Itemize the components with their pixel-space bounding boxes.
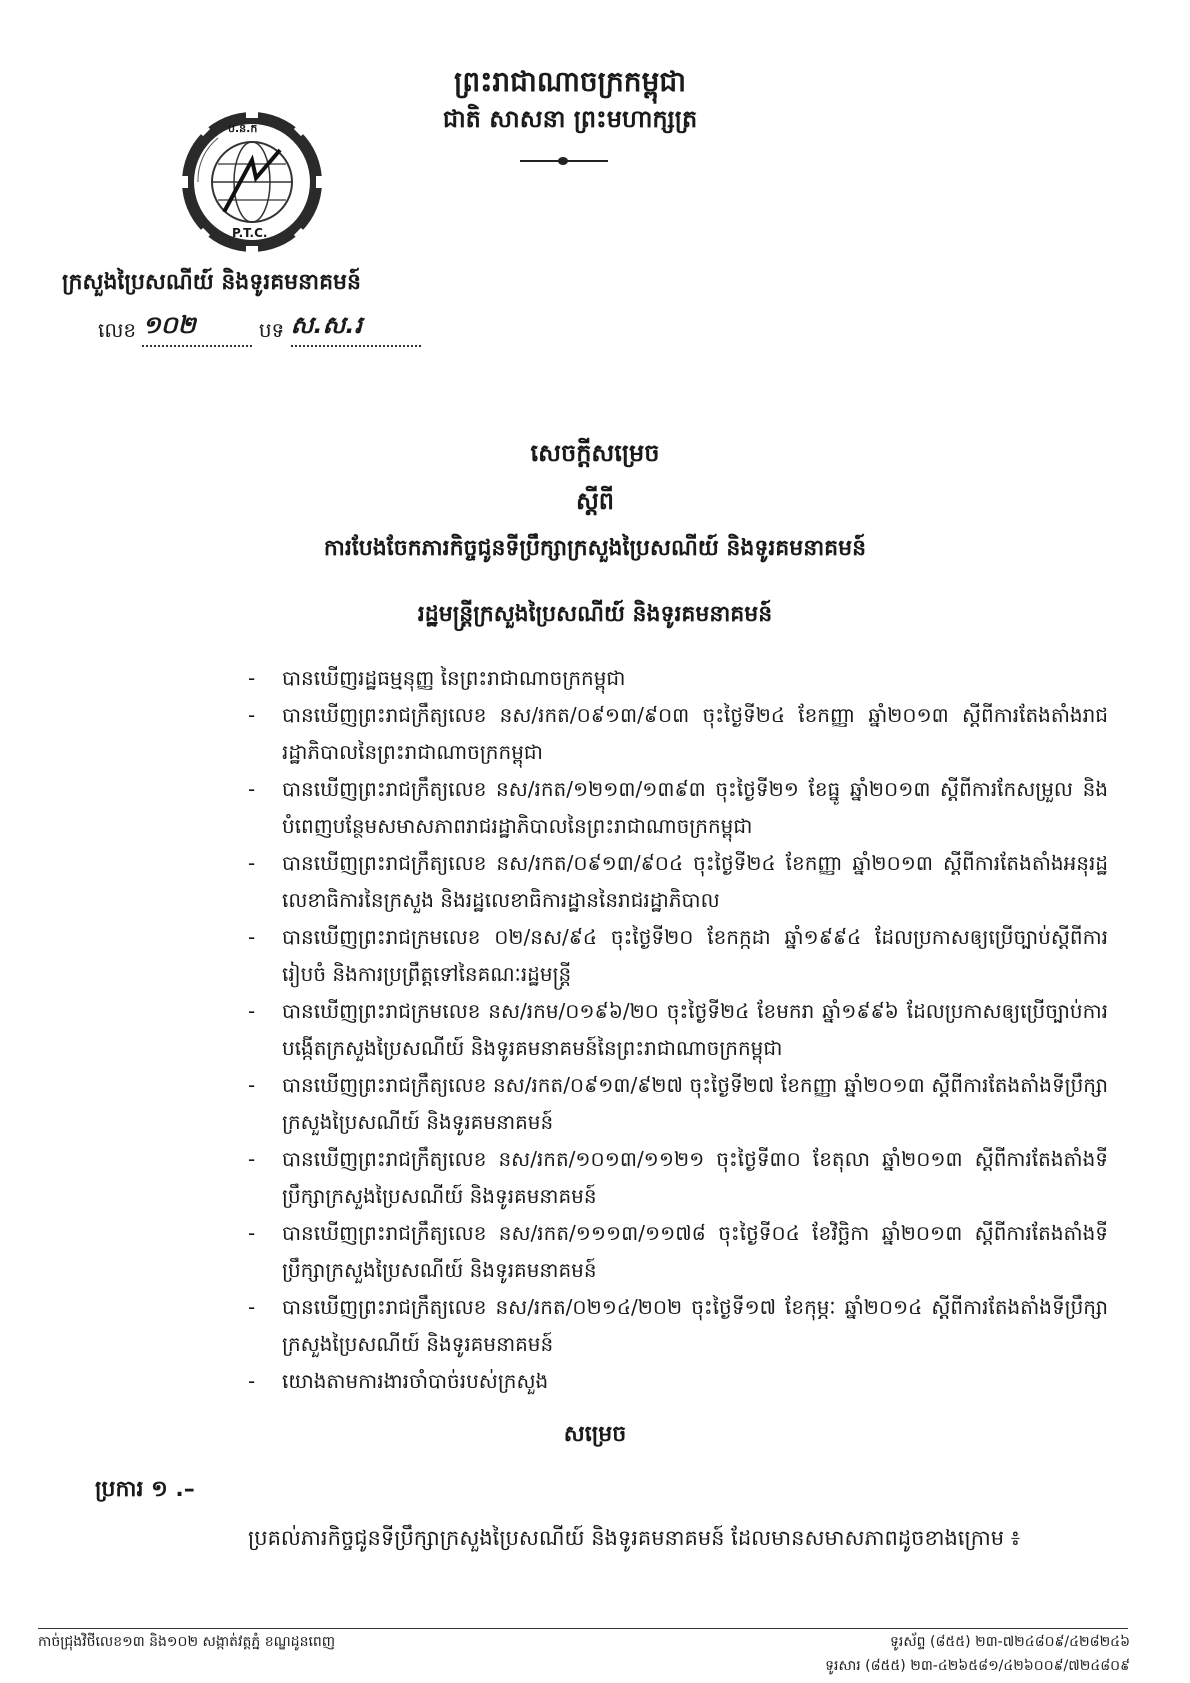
kingdom-header [360,62,780,136]
list-item: - បានឃើញព្រះរាជក្រឹត្យលេខ នស/រកត/០៩១៣/៩០៤ ចុះថ្ងៃទី២៤ ខែកញ្ញា ឆ្នាំ២០១៣ ស្តីពីការតែងតាំងអនុរដ្ឋលេខាធិការនៃក្រសួង និងរដ្ឋលេខាធិការដ្ឋាននៃរាជរដ្ឋាភិបាល [248,851,1108,912]
footer-fax: ទូរសារ (៨៥៥) ២៣-៤២៦៥៨១/៤២៦០០៩/៧២៤៨០៩ [825,1658,1130,1674]
document-number: ១០២ [142,311,196,339]
footer-address: កាច់ជ្រុងវិថីលេខ១៣ និង១០២ សង្កាត់វត្តភ្នំ ខណ្ឌដូនពេញ [38,1634,336,1650]
article-text: ប្រគល់ភារកិច្ចជូនទីប្រឹក្សាក្រសួងប្រៃសណីយ៍ និងទូរគមនាគមន៍ ដែលមានសមាសភាពដូចខាងក្រោម ៖ [248,1526,1020,1550]
decision-heading: សម្រេច [563,1422,627,1447]
footer-telephone: ទូរស័ព្ទ (៨៥៥) ២៣-៧២៤៨០៩/៤២៨២៤៦ [889,1634,1130,1650]
list-item: - បានឃើញរដ្ឋធម្មនុញ្ញ នៃព្រះរាជាណាចក្រកម្ពុជា [248,666,626,690]
list-item: - បានឃើញព្រះរាជក្រឹត្យលេខ នស/រកត/១០១៣/១១២១ ចុះថ្ងៃទី៣០ ខែតុលា ឆ្នាំ២០១៣ ស្តីពីការតែងតាំងទីប្រឹក្សាក្រសួងប្រៃសណីយ៍ និងទូរគមនាគមន៍ [248,1147,1108,1208]
list-item: - បានឃើញព្រះរាជក្រឹត្យលេខ នស/រកត/១១១៣/១១៧៨ ចុះថ្ងៃទី០៤ ខែវិច្ឆិកា ឆ្នាំ២០១៣ ស្តីពីការតែងតាំងទីប្រឹក្សាក្រសួងប្រៃសណីយ៍ និងទូរគមនាគមន៍ [248,1221,1108,1282]
list-item: - យោងតាមការងារចាំបាច់របស់ក្រសួង [248,1369,549,1393]
minister-title: រដ្ឋមន្ត្រីក្រសួងប្រៃសណីយ៍ និងទូរគមនាគមន៍ [417,602,773,627]
ministry-name: ក្រសួងប្រៃសណីយ៍ និងទូរគមនាគមន៍ [62,270,361,295]
header-divider [520,160,608,162]
footer-divider [38,1628,1128,1629]
list-item: - បានឃើញព្រះរាជក្រឹត្យលេខ នស/រកត/០៩១៣/៩២៧ ចុះថ្ងៃទី២៧ ខែកញ្ញា ឆ្នាំ២០១៣ ស្តីពីការតែងតាំងទីប្រឹក្សាក្រសួងប្រៃសណីយ៍ និងទូរគមនាគមន៍ [248,1073,1108,1134]
list-item: - បានឃើញព្រះរាជក្រមលេខ នស/រកម/០១៩៦/២០ ចុះថ្ងៃទី២៤ ខែមករា ឆ្នាំ១៩៩៦ ដែលប្រកាសឲ្យប្រើច្បាប់ការបង្កើតក្រសួងប្រៃសណីយ៍ និងទូរគមនាគមន៍នៃព្រះរាជាណាចក្រកម្ពុជា [248,999,1108,1060]
decision-subject: ការបែងចែកភារកិច្ចជូនទីប្រឹក្សាក្រសួងប្រៃសណីយ៍ និងទូរគមនាគមន៍ [323,536,867,561]
national-motto: ជាតិ សាសនា ព្រះមហាក្សត្រ [442,105,698,133]
kingdom-title: ព្រះរាជាណាចក្រកម្ពុជា [453,65,686,98]
document-ref-code: ស.ស.រ [290,311,363,339]
list-item: - បានឃើញព្រះរាជក្រឹត្យលេខ នស/រកត/០២១៤/២០២ ចុះថ្ងៃទី១៧ ខែកុម្ភៈ ឆ្នាំ២០១៤ ស្តីពីការតែងតាំងទីប្រឹក្សាក្រសួងប្រៃសណីយ៍ និងទូរគមនាគមន៍ [248,1295,1109,1356]
logo-top-text: ប.ន.ក [228,122,258,135]
list-item: - បានឃើញព្រះរាជក្រឹត្យលេខ នស/រកត/០៩១៣/៩០៣ ចុះថ្ងៃទី២៤ ខែកញ្ញា ឆ្នាំ២០១៣ ស្តីពីការតែងតាំងរាជរដ្ឋាភិបាលនៃព្រះរាជាណាចក្រកម្ពុជា [248,703,1108,764]
logo-bottom-text: P.T.C. [232,226,268,240]
ministry-logo [178,108,326,256]
list-item: - បានឃើញព្រះរាជក្រឹត្យលេខ នស/រកត/១២១៣/១៣៩៣ ចុះថ្ងៃទី២១ ខែធ្នូ ឆ្នាំ២០១៣ ស្តីពីការកែសម្រួល និងបំពេញបន្ថែមសមាសភាពរាជរដ្ឋាភិបាលនៃព្រះរាជាណាចក្រកម្ពុជា [248,777,1108,838]
article-label: ប្រការ ១ .– [95,1477,195,1502]
ref-label: បទ [258,318,285,342]
about-label: ស្តីពី [575,487,615,515]
number-label: លេខ [98,318,137,342]
reference-line [98,310,421,347]
preamble-list [248,660,1108,1400]
decision-title: សេចក្តីសម្រេច [530,439,660,467]
list-item: - បានឃើញព្រះរាជក្រមលេខ ០២/នស/៩៤ ចុះថ្ងៃទី២០ ខែកក្កដា ឆ្នាំ១៩៩៤ ដែលប្រកាសឲ្យប្រើច្បាប់ស្តីពីការរៀបចំ និងការប្រព្រឹត្តទៅនៃគណៈរដ្ឋមន្ត្រី [248,925,1108,986]
